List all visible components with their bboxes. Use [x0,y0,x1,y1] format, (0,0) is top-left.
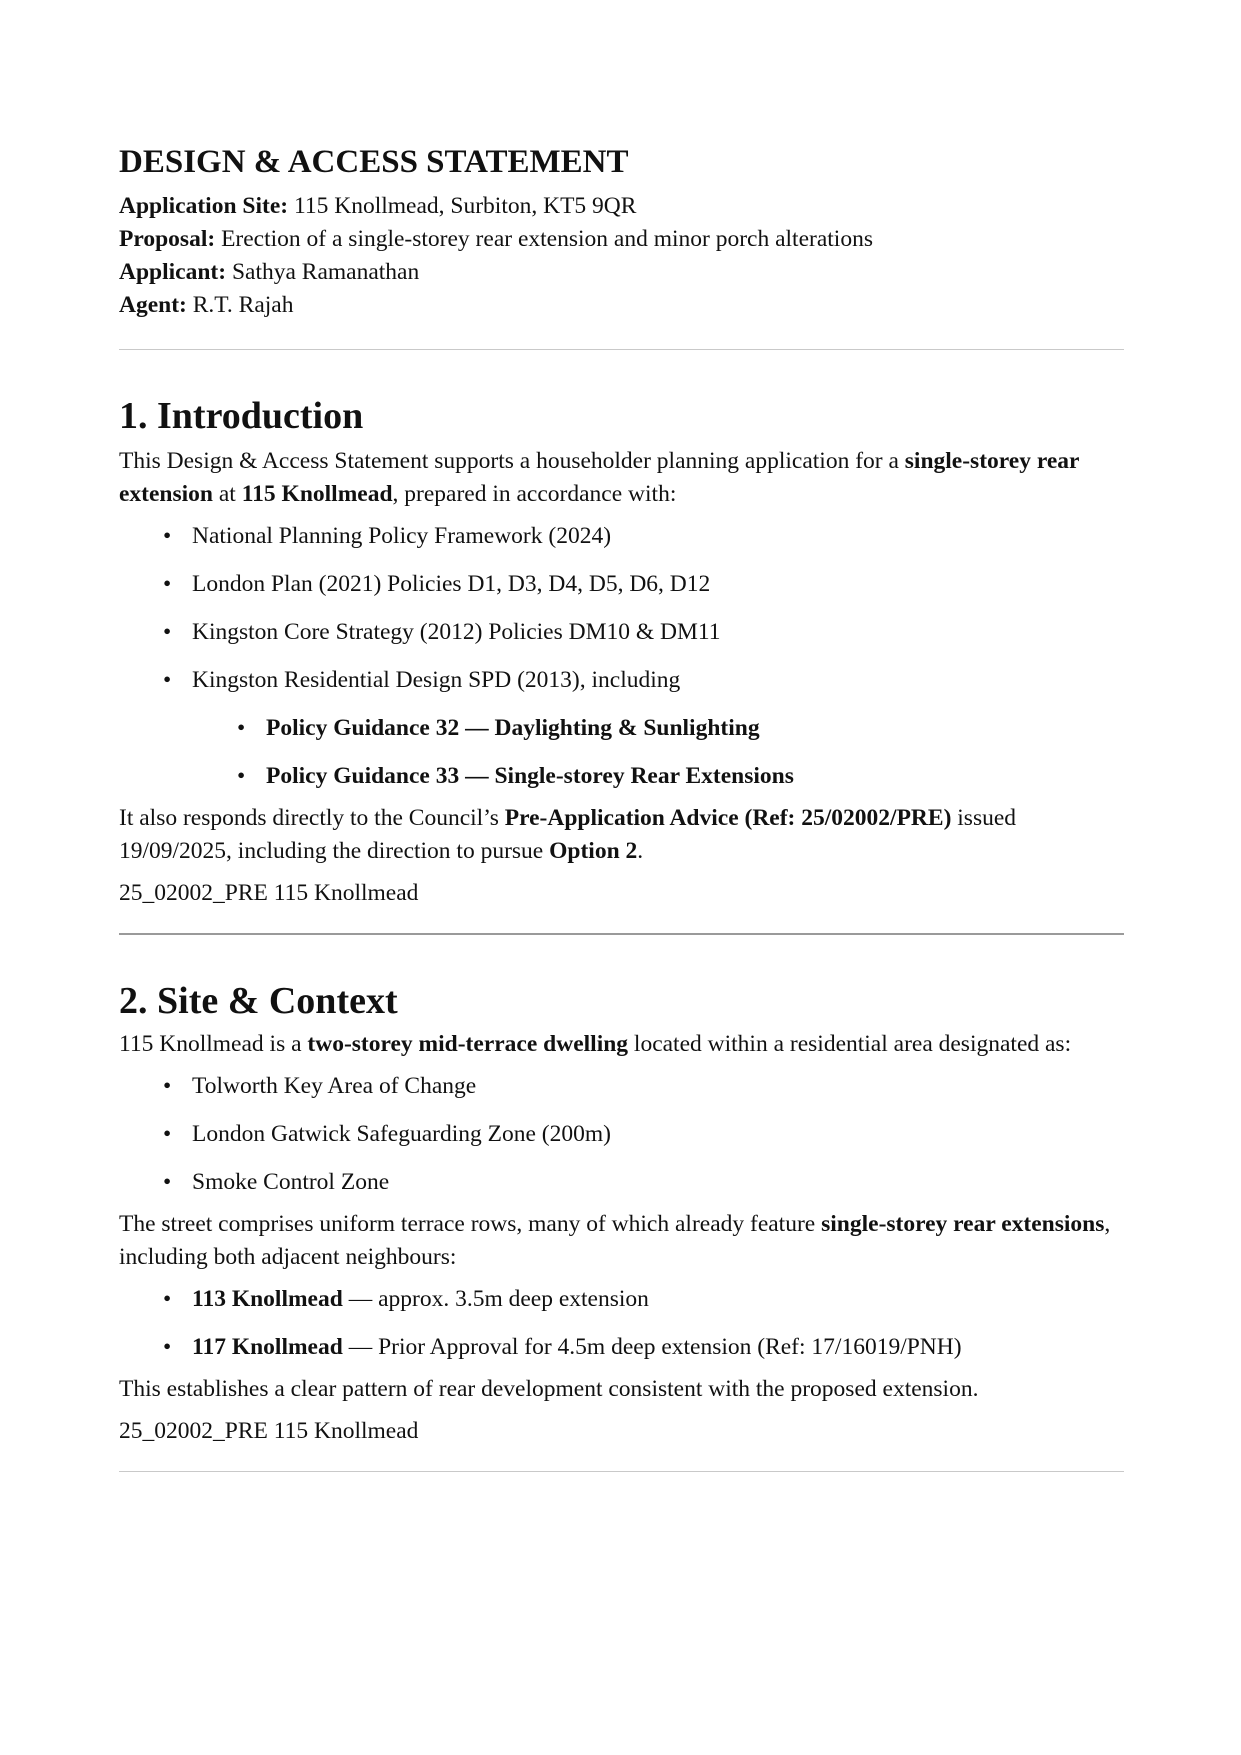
text-run: 115 Knollmead is a [119,1031,308,1057]
list-item [119,664,1124,697]
bullet-icon: • [163,619,172,645]
divider [119,349,1124,350]
text-run: This Design & Access Statement supports a householder planning application for a [119,448,905,474]
text-run: at [213,481,242,507]
list-item [119,1070,1124,1103]
bullet-icon: • [163,1169,172,1195]
spd-guidance-list [119,712,1124,793]
text-run: The street comprises uniform terrace rows, many of which already feature [119,1211,822,1237]
section-heading: 1. Introduction [119,395,364,437]
list-item [119,1118,1124,1151]
text-run: . [637,838,644,864]
pattern-paragraph: This establishes a clear pattern of rear development consistent with the proposed extension. [119,1376,979,1402]
field-value: Sathya Ramanathan [226,259,420,285]
bold-run: two-storey mid-terrace dwelling [307,1031,629,1057]
list-item-text: Policy Guidance 33 — Single-storey Rear Extensions [266,763,794,789]
neighbour-list [119,1283,1124,1364]
agent-line [119,289,1124,322]
section-introduction [119,393,1124,910]
list-item-text: London Plan (2021) Policies D1, D3, D4, D5, D6, D12 [192,571,711,597]
list-item [119,1283,1124,1316]
bold-run: single-storey rear extensions [821,1211,1105,1237]
field-label: Applicant: [119,259,227,285]
bold-run: 115 Knollmead [241,481,393,507]
list-item-text: Policy Guidance 32 — Daylighting & Sunlighting [266,715,760,741]
divider [119,933,1124,935]
document-page [119,140,1124,1472]
bullet-icon: • [163,1334,172,1360]
document-title: DESIGN & ACCESS STATEMENT [119,144,629,180]
list-item-text: Kingston Residential Design SPD (2013), including [192,667,681,693]
list-item [119,1331,1124,1364]
text-run: , prepared in accordance with: [392,481,677,507]
text-run: located within a residential area designated as: [628,1031,1072,1057]
bold-run: single-storey rear extension [119,448,1080,507]
bullet-icon: • [163,1121,172,1147]
field-label: Agent: [119,292,187,318]
field-value: Erection of a single-storey rear extension and minor porch alterations [215,226,873,252]
street-paragraph [119,1208,1124,1274]
divider [119,1471,1124,1472]
neighbour-name: 117 Knollmead [192,1334,343,1360]
section-heading: 2. Site & Context [119,980,398,1022]
bullet-icon: • [237,763,246,789]
field-value: 115 Knollmead, Surbiton, KT5 9QR [288,193,637,219]
field-label: Proposal: [119,226,216,252]
list-item-text: Tolworth Key Area of Change [192,1073,477,1099]
pre-app-paragraph [119,802,1124,868]
site-paragraph [119,1028,1124,1061]
text-run: , including both adjacent neighbours: [119,1211,1111,1270]
intro-paragraph [119,445,1124,511]
text-run: It also responds directly to the Council’s [119,805,505,831]
field-value: R.T. Rajah [186,292,294,318]
list-item-text: London Gatwick Safeguarding Zone (200m) [192,1121,611,1147]
policy-list [119,520,1124,697]
list-item-text: National Planning Policy Framework (2024) [192,523,612,549]
reference-footer: 25_02002_PRE 115 Knollmead [119,1418,419,1444]
bullet-icon: • [163,1286,172,1312]
proposal-line [119,223,1124,256]
bullet-icon: • [237,715,246,741]
application-site-line [119,190,1124,223]
list-item [119,616,1124,649]
bullet-icon: • [163,571,172,597]
bullet-icon: • [163,1073,172,1099]
list-item [119,712,1124,745]
applicant-line [119,256,1124,289]
designation-list [119,1070,1124,1199]
neighbour-detail: — Prior Approval for 4.5m deep extension (Ref: 17/16019/PNH) [342,1334,962,1360]
list-item-text: Kingston Core Strategy (2012) Policies DM10 & DM11 [192,619,721,645]
list-item-text: Smoke Control Zone [192,1169,390,1195]
reference-footer: 25_02002_PRE 115 Knollmead [119,880,419,906]
bold-run: Option 2 [549,838,638,864]
bold-run: Pre-Application Advice (Ref: 25/02002/PRE) [504,805,952,831]
bullet-icon: • [163,667,172,693]
list-item [119,520,1124,553]
list-item [119,568,1124,601]
list-item [119,1166,1124,1199]
text-run: issued 19/09/2025, including the direction to pursue [119,805,1017,864]
neighbour-detail: — approx. 3.5m deep extension [342,1286,649,1312]
field-label: Application Site: [119,193,289,219]
neighbour-name: 113 Knollmead [192,1286,343,1312]
section-site-context [119,978,1124,1448]
application-details [119,190,1124,322]
bullet-icon: • [163,523,172,549]
list-item [119,760,1124,793]
